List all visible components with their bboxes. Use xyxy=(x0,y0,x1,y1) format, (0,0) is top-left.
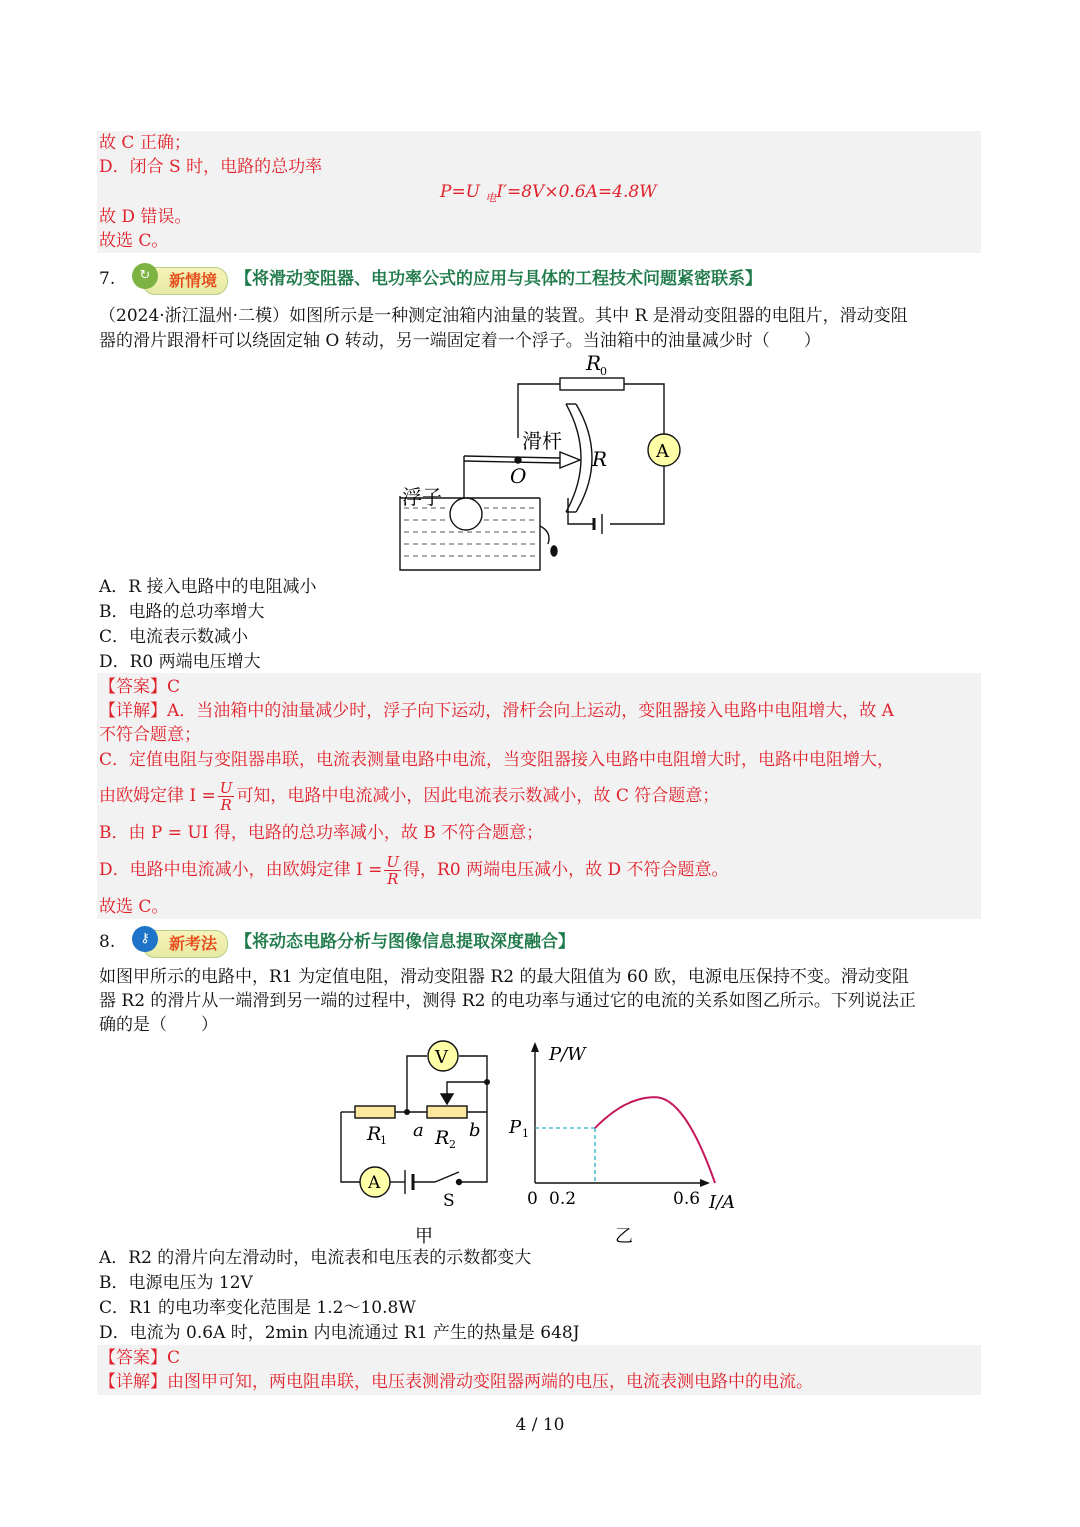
power-curve xyxy=(595,1097,715,1183)
circuit-figure-jia xyxy=(335,1036,505,1248)
q8-option-a[interactable]: A．R2 的滑片向左滑动时，电流表和电压表的示数都变大 xyxy=(99,1248,532,1268)
q7-detail-6: D．电路中电流减小，由欧姆定律 I = $\frac{U}{R}$ 得，R0 两端电压减小，故 D 不符合题意。 xyxy=(99,853,729,888)
q7-detail-3: C．定值电阻与变阻器串联，电流表测量电路中电流，当变阻器接入电路中电阻增大时，电路中电阻增大， xyxy=(99,750,895,770)
voltmeter-label: V xyxy=(435,1047,448,1068)
page-number: 4 / 10 xyxy=(515,1415,565,1435)
refresh-icon: ↻ xyxy=(132,263,158,289)
x-tick-0-2: 0.2 xyxy=(549,1189,577,1209)
q8-badge: 新考法 xyxy=(142,930,228,958)
q7-detail-7: 故选 C。 xyxy=(99,897,169,917)
r2-sub: 2 xyxy=(449,1138,456,1151)
oil-tank-figure xyxy=(390,348,690,578)
prev-formula: P=U $_电$I′=8V×0.6A=4.8W xyxy=(440,182,657,205)
q7-number: 7. xyxy=(99,269,116,289)
q8-stem-3: 确的是（ ） xyxy=(99,1015,218,1035)
q7-badge: 新情境 xyxy=(142,267,228,295)
r-label: R xyxy=(592,447,608,471)
switch-label: S xyxy=(443,1191,455,1211)
o-label: O xyxy=(510,464,527,488)
r2-label: R xyxy=(435,1127,450,1149)
q8-tag: 【将动态电路分析与图像信息提取深度融合】 xyxy=(235,932,575,952)
x-axis-label: I/A xyxy=(709,1192,736,1213)
x-tick-0: 0 xyxy=(527,1189,538,1209)
q7-option-d[interactable]: D．R0 两端电压增大 xyxy=(99,652,261,672)
q8-answer: 【答案】C xyxy=(99,1348,181,1368)
r1-sub: 1 xyxy=(380,1134,387,1147)
point-a-label: a xyxy=(413,1120,424,1141)
float-label: 浮子 xyxy=(402,485,442,509)
ammeter-label: A xyxy=(368,1173,381,1193)
q8-stem-2: 器 R2 的滑片从一端滑到另一端的过程中，测得 R2 的电功率与通过它的电流的关系如图乙所示。下列说法正 xyxy=(99,991,916,1011)
q8-stem-1: 如图甲所示的电路中，R1 为定值电阻，滑动变阻器 R2 的最大阻值为 60 欧，电源电压保持不变。滑动变阻 xyxy=(99,967,909,987)
q7-detail-1: 【详解】A．当油箱中的油量减少时，浮子向下运动，滑杆会向上运动，变阻器接入电路中电阻增大，故 A xyxy=(99,701,894,721)
q8-option-d[interactable]: D．电流为 0.6A 时，2min 内电流通过 R1 产生的热量是 648J xyxy=(99,1323,580,1343)
p1-sub: 1 xyxy=(522,1127,529,1140)
q7-stem-2: 器的滑片跟滑杆可以绕固定轴 O 转动，另一端固定着一个浮子。当油箱中的油量减少时（ ） xyxy=(99,331,821,351)
prev-line-2: D．闭合 S 时，电路的总功率 xyxy=(99,157,323,177)
caption-jia: 甲 xyxy=(415,1226,433,1247)
p1-label: P xyxy=(509,1117,522,1138)
q7-option-a[interactable]: A．R 接入电路中的电阻减小 xyxy=(99,577,317,597)
r1-label: R xyxy=(367,1123,382,1145)
power-current-chart xyxy=(505,1036,745,1248)
q7-answer: 【答案】C xyxy=(99,677,181,697)
q8-detail-1: 【详解】由图甲可知，两电阻串联，电压表测滑动变阻器两端的电压，电流表测电路中的电流。 xyxy=(99,1372,813,1392)
q7-detail-5: B．由 P = UI 得，电路的总功率减小，故 B 不符合题意； xyxy=(99,823,544,843)
r0-label: R xyxy=(586,351,602,375)
q8-option-c[interactable]: C．R1 的电功率变化范围是 1.2～10.8W xyxy=(99,1298,416,1318)
q8-option-b[interactable]: B．电源电压为 12V xyxy=(99,1273,253,1293)
prev-line-3: 故 D 错误。 xyxy=(99,207,192,227)
prev-line-4: 故选 C。 xyxy=(99,231,169,251)
x-tick-0-6: 0.6 xyxy=(673,1189,701,1209)
key-icon: ⚷ xyxy=(132,926,158,952)
q7-option-c[interactable]: C．电流表示数减小 xyxy=(99,627,249,647)
q7-option-b[interactable]: B．电路的总功率增大 xyxy=(99,602,265,622)
q7-tag: 【将滑动变阻器、电功率公式的应用与具体的工程技术问题紧密联系】 xyxy=(235,269,762,289)
q8-number: 8. xyxy=(99,932,116,952)
point-b-label: b xyxy=(469,1120,481,1141)
q7-detail-4: 由欧姆定律 I = $\frac{U}{R}$ 可知，电路中电流减小，因此电流表示数减小，故 C 符合题意； xyxy=(99,779,720,814)
ammeter-label: A xyxy=(656,441,669,462)
rod-label: 滑杆 xyxy=(522,429,562,453)
prev-line-1: 故 C 正确； xyxy=(99,133,191,153)
q7-stem-1: （2024·浙江温州·二模）如图所示是一种测定油箱内油量的装置。其中 R 是滑动变阻器的电阻片，滑动变阻 xyxy=(99,306,908,326)
caption-yi: 乙 xyxy=(615,1226,633,1247)
r0-sub: 0 xyxy=(600,365,607,378)
q7-detail-2: 不符合题意； xyxy=(99,725,201,745)
y-axis-label: P/W xyxy=(549,1044,586,1065)
